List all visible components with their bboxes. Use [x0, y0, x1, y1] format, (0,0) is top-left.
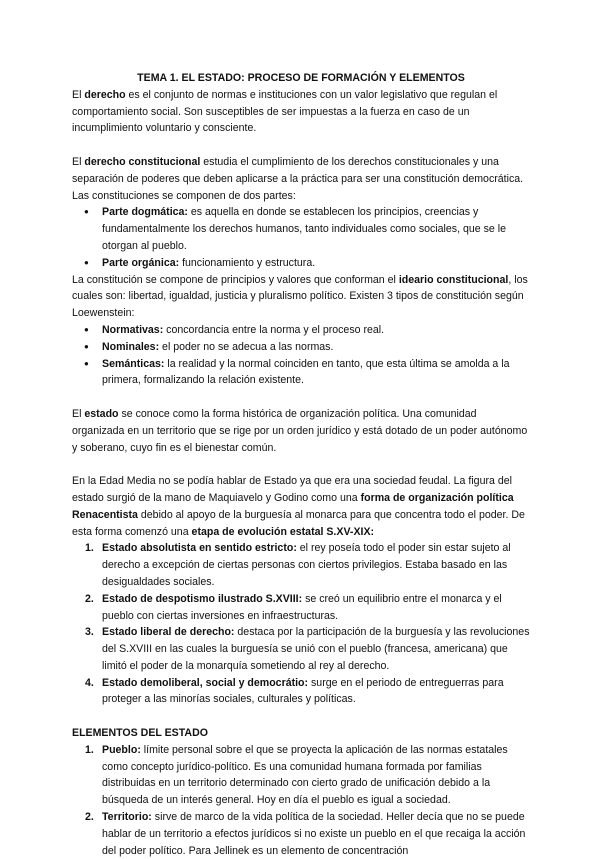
- bold-term: Parte orgánica:: [102, 256, 180, 269]
- bold-term: Estado liberal de derecho:: [102, 626, 235, 639]
- text: El: [72, 88, 85, 101]
- item-number: 1.: [85, 743, 94, 756]
- text: destaca por la participación de la burguesía y las revoluciones del S.XVIII en las cuales la burguesía se unió con el pueblo (francesa, americana) que limitó el poder de la monarquía sometiendo al rey al derecho.: [102, 626, 530, 672]
- text: sirve de marco de la vida política de la sociedad. Heller decía que no se puede hablar de un territorio a efectos jurídicos si no existe un pueblo en el que recaiga la acción del poder político. Para Jellinek es un elemento de concentración: [102, 811, 526, 857]
- list-item: [85, 624, 530, 674]
- paragraph-estado: [72, 406, 530, 456]
- paragraph-derecho: [72, 87, 530, 137]
- text: el poder no se adecua a las normas.: [159, 340, 334, 353]
- item-number: 2.: [85, 811, 94, 824]
- text: , los cuales son: libertad, igualdad, justicia y pluralismo político. Existen 3 tipos de constitución según Loewenstein:: [72, 273, 528, 320]
- text: estudia el cumplimiento de los derechos constitucionales y una separación de poderes que deben aplicarse a la práctica para ser una constitución democrática. Las constituciones se componen de dos partes:: [72, 155, 524, 202]
- bold-term: etapa de evolución estatal S.XV-XIX:: [191, 525, 375, 538]
- text: concordancia entre la norma y el proceso real.: [163, 323, 385, 336]
- state-stages-list: [72, 540, 530, 708]
- text: el rey poseía todo el poder sin estar sujeto al derecho a excepción de ciertas personas con ciertos privilegios. Estaba basado en las desigualdades sociales.: [102, 542, 511, 588]
- constitution-parts-list: [72, 204, 530, 271]
- text: se creó un equilibrio entre el monarca y el pueblo con ciertas inversiones en infraestructuras.: [102, 592, 502, 622]
- bold-term: Estado demoliberal, social y democrátio:: [102, 676, 309, 689]
- state-elements-list: [72, 742, 530, 859]
- list-item: [85, 809, 530, 859]
- bold-term: Parte dogmática:: [102, 206, 188, 219]
- text: la realidad y la normal coinciden en tanto, que esta última se amolda a la primera, formalizando la relación existente.: [102, 357, 510, 387]
- text: El: [72, 407, 85, 420]
- section-heading: ELEMENTOS DEL ESTADO: [72, 727, 208, 740]
- item-number: 2.: [85, 592, 94, 605]
- item-number: 1.: [85, 542, 94, 555]
- spacer: [72, 137, 530, 154]
- text: El: [72, 155, 85, 168]
- list-item: [85, 591, 530, 625]
- text: es el conjunto de normas e instituciones con un valor legislativo que regulan el comportamiento social. Son susceptibles de ser impuestas a la fuerza en caso de un incumplimiento voluntario y consciente.: [72, 88, 498, 135]
- bold-term: Estado absolutista en sentido estricto:: [102, 542, 297, 555]
- list-item: [85, 540, 530, 590]
- text: límite personal sobre el que se proyecta la aplicación de las normas estatales como concepto jurídico-político. Es una comunidad humana formada por familias distribuidas en un territorio determinado con cierto grado de unificación debido a la búsqueda de un interés general. Hoy en día el pueblo es igual a sociedad.: [102, 743, 508, 807]
- list-item: [102, 339, 530, 356]
- spacer: [72, 389, 530, 406]
- list-item: [102, 322, 530, 339]
- bold-term: Estado de despotismo ilustrado S.XVIII:: [102, 592, 303, 605]
- bold-term: Nominales:: [102, 340, 160, 353]
- list-item: [102, 255, 530, 272]
- bold-term: forma de organización política Renacentista: [72, 491, 514, 521]
- document-page: [72, 70, 530, 859]
- text: surge en el periodo de entreguerras para proteger a las minorías sociales, culturales y políticas.: [102, 676, 504, 706]
- text: debido al apoyo de la burguesía al monarca para que concentra todo el poder. De esta forma comenzó una: [72, 508, 525, 538]
- spacer: [72, 456, 530, 473]
- list-item: [85, 675, 530, 709]
- bold-term: Semánticas:: [102, 357, 165, 370]
- bold-term: derecho: [84, 88, 126, 101]
- text: En la Edad Media no se podía hablar de Estado ya que era una sociedad feudal. La figura del estado surgió de la mano de Maquiavelo y Godino como una: [72, 475, 512, 504]
- list-item: [102, 204, 530, 254]
- spacer: [72, 708, 530, 725]
- item-number: 4.: [85, 676, 94, 689]
- bold-term: ideario constitucional: [398, 273, 509, 286]
- paragraph-ideario: [72, 272, 530, 322]
- bold-term: Territorio:: [102, 811, 152, 824]
- document-title: TEMA 1. EL ESTADO: PROCESO DE FORMACIÓN Y ELEMENTOS: [137, 72, 465, 84]
- list-item: [85, 742, 530, 809]
- paragraph-derecho-constitucional: [72, 154, 530, 204]
- text: es aquella en donde se establecen los principios, creencias y fundamentalmente los derechos humanos, tanto individuales como sociales, que se le otorgan al pueblo.: [102, 206, 506, 252]
- bold-term: Normativas:: [102, 323, 164, 336]
- text: se conoce como la forma histórica de organización política. Una comunidad organizada en un territorio que se rige por un orden jurídico y está dotado de un poder autónomo y soberano, cuyo fin es el bienestar común.: [72, 407, 528, 454]
- item-number: 3.: [85, 626, 94, 639]
- paragraph-edad-media: [72, 473, 530, 540]
- text: La constitución se compone de principios y valores que conforman el: [72, 273, 399, 286]
- bold-term: estado: [84, 407, 119, 420]
- list-item: [102, 356, 530, 390]
- constitution-types-list: [72, 322, 530, 389]
- text: funcionamiento y estructura.: [179, 256, 316, 269]
- bold-term: derecho constitucional: [84, 155, 201, 168]
- bold-term: Pueblo:: [102, 743, 141, 756]
